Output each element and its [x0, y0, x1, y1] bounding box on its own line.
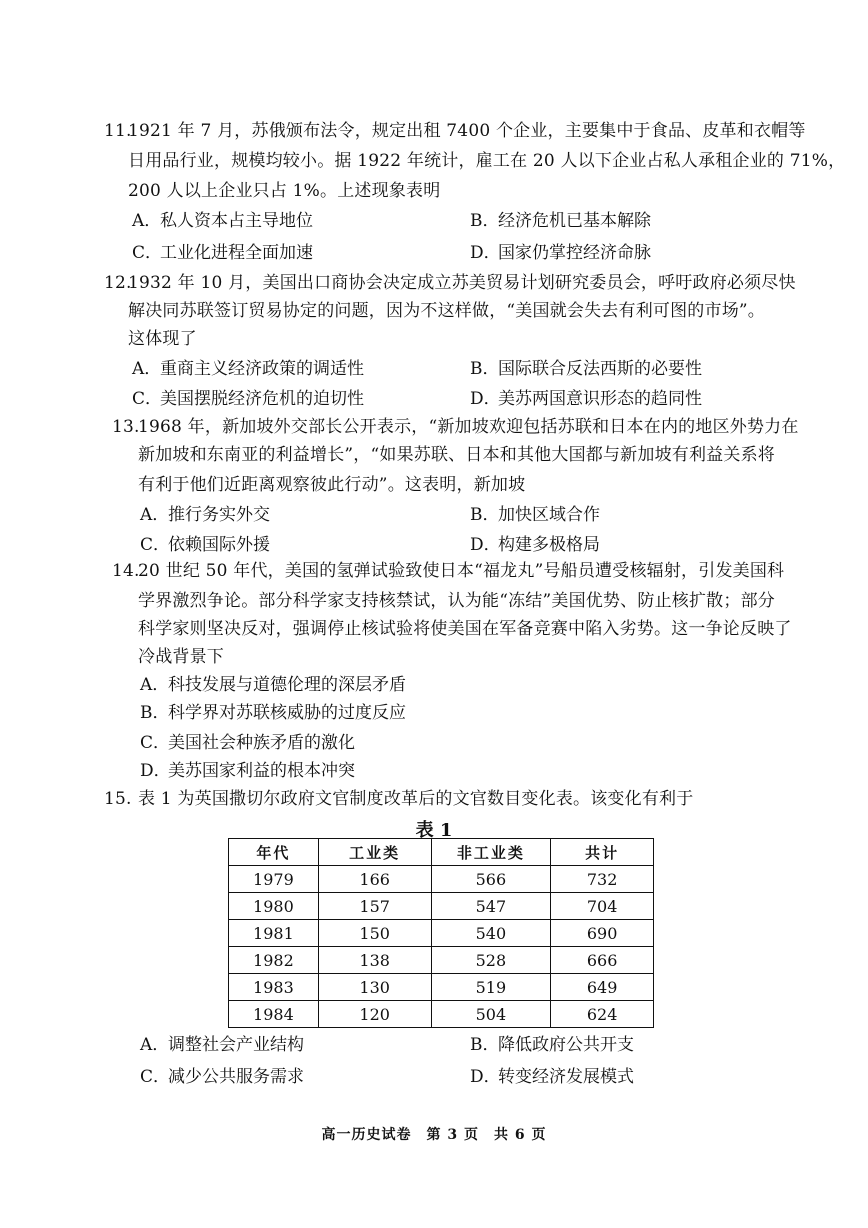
option-d[interactable]: D．国家仍掌控经济命脉 — [470, 243, 651, 263]
option-c[interactable]: C．美国摆脱经济危机的迫切性 — [132, 389, 364, 409]
option-b[interactable]: B．科学界对苏联核威胁的过度反应 — [140, 703, 406, 723]
question-stem-line: 日用品行业，规模均较小。据 1922 年统计，雇工在 20 人以下企业占私人承租企业的 71%， — [128, 151, 846, 171]
table-cell: 540 — [431, 920, 551, 947]
option-text: 工业化进程全面加速 — [160, 243, 313, 263]
question-stem-line: 这体现了 — [128, 329, 197, 349]
option-text: 美苏国家利益的根本冲突 — [168, 761, 355, 781]
column-header: 非工业类 — [431, 839, 551, 866]
option-b[interactable]: B．经济危机已基本解除 — [470, 211, 651, 231]
question-stem-line: 冷战背景下 — [138, 647, 224, 667]
option-text: 经济危机已基本解除 — [498, 211, 651, 231]
option-a[interactable]: A．私人资本占主导地位 — [132, 211, 313, 231]
table-cell: 1982 — [229, 947, 319, 974]
option-b[interactable]: B．加快区域合作 — [470, 505, 600, 525]
table-cell: 1980 — [229, 893, 319, 920]
table-row — [229, 920, 654, 947]
question-stem-line: 科学家则坚决反对，强调停止核试验将使美国在军备竞赛中陷入劣势。这一争论反映了 — [138, 619, 792, 639]
question-stem-line: 有利于他们近距离观察彼此行动”。这表明，新加坡 — [138, 475, 526, 495]
option-text: 美苏两国意识形态的趋同性 — [498, 389, 702, 409]
question-stem-line: 1921 年 7 月，苏俄颁布法令，规定出租 7400 个企业，主要集中于食品、皮革和衣帽等 — [128, 121, 806, 141]
table-cell: 690 — [551, 920, 654, 947]
option-b[interactable]: B．国际联合反法西斯的必要性 — [470, 359, 702, 379]
option-a[interactable]: A．科技发展与道德伦理的深层矛盾 — [140, 675, 406, 695]
option-c[interactable]: C．依赖国际外援 — [140, 535, 270, 555]
question-stem-line: 1968 年，新加坡外交部长公开表示，“新加坡欢迎包括苏联和日本在内的地区外势力在 — [138, 417, 799, 437]
table-cell: 566 — [431, 866, 551, 893]
option-c[interactable]: C．工业化进程全面加速 — [132, 243, 313, 263]
table-row — [229, 974, 654, 1001]
option-text: 国际联合反法西斯的必要性 — [498, 359, 702, 379]
question-number: 11. — [104, 121, 132, 141]
option-a[interactable]: A．重商主义经济政策的调适性 — [132, 359, 364, 379]
table-cell: 166 — [318, 866, 431, 893]
table-row — [229, 947, 654, 974]
table-cell: 528 — [431, 947, 551, 974]
column-header: 工业类 — [318, 839, 431, 866]
option-text: 国家仍掌控经济命脉 — [498, 243, 651, 263]
option-a[interactable]: A．推行务实外交 — [140, 505, 270, 525]
page-footer: 高一历史试卷 第 3 页 共 6 页 — [321, 1127, 547, 1143]
table-cell: 519 — [431, 974, 551, 1001]
table-row — [229, 893, 654, 920]
table-cell: 732 — [551, 866, 654, 893]
question-stem-line: 1932 年 10 月，美国出口商协会决定成立苏美贸易计划研究委员会，呼吁政府必须尽快 — [128, 273, 796, 293]
question-stem-line: 表 1 为英国撒切尔政府文官制度改革后的文官数目变化表。该变化有利于 — [138, 789, 694, 809]
table-row — [229, 1001, 654, 1028]
table-cell: 1979 — [229, 866, 319, 893]
civil-servant-table — [228, 838, 654, 1028]
table-cell: 504 — [431, 1001, 551, 1028]
option-d[interactable]: D．美苏国家利益的根本冲突 — [140, 761, 355, 781]
table-cell: 547 — [431, 893, 551, 920]
question-stem-line: 新加坡和东南亚的利益增长”，“如果苏联、日本和其他大国都与新加坡有利益关系将 — [138, 445, 775, 465]
question-stem-line: 学界激烈争论。部分科学家支持核禁试，认为能“冻结”美国优势、防止核扩散；部分 — [138, 591, 775, 611]
option-b[interactable]: B．降低政府公共开支 — [470, 1035, 634, 1055]
option-c[interactable]: C．减少公共服务需求 — [140, 1067, 304, 1087]
table-cell: 704 — [551, 893, 654, 920]
table-caption: 表 1 — [415, 820, 453, 841]
option-text: 转变经济发展模式 — [498, 1067, 634, 1087]
option-text: 构建多极格局 — [498, 535, 600, 555]
table-cell: 1984 — [229, 1001, 319, 1028]
question-number: 13. — [112, 417, 140, 437]
option-text: 减少公共服务需求 — [168, 1067, 304, 1087]
option-d[interactable]: D．构建多极格局 — [470, 535, 600, 555]
option-d[interactable]: D．美苏两国意识形态的趋同性 — [470, 389, 702, 409]
option-text: 重商主义经济政策的调适性 — [160, 359, 364, 379]
option-text: 调整社会产业结构 — [168, 1035, 304, 1055]
table-cell: 157 — [318, 893, 431, 920]
option-text: 推行务实外交 — [168, 505, 270, 525]
question-stem-line: 20 世纪 50 年代，美国的氢弹试验致使日本“福龙丸”号船员遭受核辐射，引发美国科 — [138, 561, 785, 581]
table-cell: 150 — [318, 920, 431, 947]
column-header: 共计 — [551, 839, 654, 866]
table-cell: 649 — [551, 974, 654, 1001]
question-number: 14. — [112, 561, 140, 581]
option-text: 美国摆脱经济危机的迫切性 — [160, 389, 364, 409]
option-text: 依赖国际外援 — [168, 535, 270, 555]
table-row — [229, 866, 654, 893]
question-number: 15. — [104, 789, 132, 809]
option-text: 科技发展与道德伦理的深层矛盾 — [168, 675, 406, 695]
option-text: 美国社会种族矛盾的激化 — [168, 733, 355, 753]
option-text: 加快区域合作 — [498, 505, 600, 525]
table-cell: 130 — [318, 974, 431, 1001]
option-d[interactable]: D．转变经济发展模式 — [470, 1067, 634, 1087]
table-header-row — [229, 839, 654, 866]
option-c[interactable]: C．美国社会种族矛盾的激化 — [140, 733, 355, 753]
question-number: 12. — [104, 273, 132, 293]
option-text: 降低政府公共开支 — [498, 1035, 634, 1055]
option-a[interactable]: A．调整社会产业结构 — [140, 1035, 304, 1055]
column-header: 年代 — [229, 839, 319, 866]
option-text: 私人资本占主导地位 — [160, 211, 313, 231]
table-cell: 120 — [318, 1001, 431, 1028]
table-cell: 1981 — [229, 920, 319, 947]
table-cell: 1983 — [229, 974, 319, 1001]
option-text: 科学界对苏联核威胁的过度反应 — [168, 703, 406, 723]
table-cell: 666 — [551, 947, 654, 974]
question-stem-line: 200 人以上企业只占 1%。上述现象表明 — [128, 181, 441, 201]
table-cell: 624 — [551, 1001, 654, 1028]
table-cell: 138 — [318, 947, 431, 974]
question-stem-line: 解决同苏联签订贸易协定的问题，因为不这样做，“美国就会失去有利可图的市场”。 — [128, 301, 765, 321]
